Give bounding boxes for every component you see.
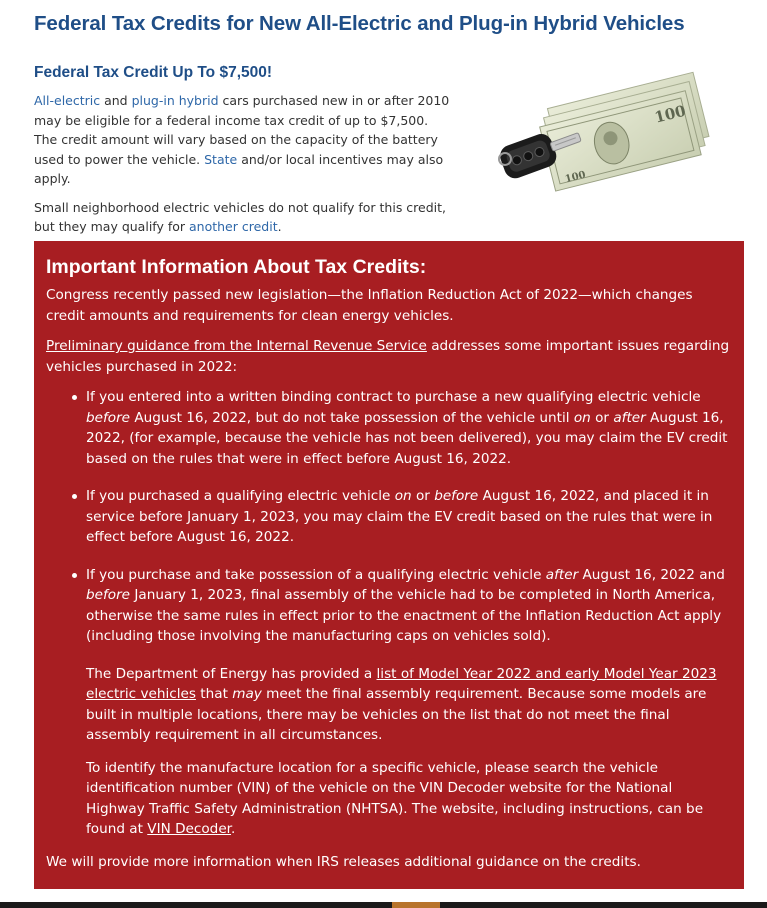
intro-text: and/or local incentives may also apply. [34, 151, 444, 186]
list-text: If you purchased a qualifying electric vehicle [86, 488, 395, 504]
list-text: or [590, 409, 614, 426]
important-info-heading: Important Information About Tax Credits: [46, 256, 427, 278]
list-text: If you entered into a written binding contract to purchase a new qualifying electric vehicle [86, 389, 701, 405]
irs-guidance-text: addresses some important issues regarding vehicles purchased in 2022: [46, 338, 730, 375]
vin-text: . [231, 821, 236, 837]
nev-text: Small neighborhood electric vehicles do not qualify for this credit, but they may qualify for [34, 199, 447, 234]
list-text: or [411, 488, 435, 504]
vin-decoder-link[interactable]: VIN Decoder [147, 821, 232, 837]
page-title: Federal Tax Credits for New All-Electric and Plug-in Hybrid Vehicles [34, 12, 685, 35]
list-emphasis: on [573, 409, 591, 426]
important-info-panel [34, 241, 744, 889]
list-emphasis: after [545, 566, 579, 583]
list-emphasis: before [86, 409, 131, 426]
list-emphasis: after [613, 409, 646, 426]
svg-text:100: 100 [652, 101, 688, 127]
plugin-hybrid-link[interactable]: plug-in hybrid [131, 93, 219, 108]
list-emphasis: before [434, 488, 479, 504]
list-text: August 16, 2022, and placed it in service before January 1, 2023, you may claim the EV credit based on the rules that were in effect before August 16, 2022. [86, 488, 713, 545]
intro-heading: Federal Tax Credit Up To $7,500! [34, 64, 273, 81]
svg-text:100: 100 [563, 169, 587, 186]
list-text: August 16, 2022, (for example, because the vehicle has not been delivered), you may claim the EV credit based on the rules that were in effect before August 16, 2022. [86, 409, 728, 467]
vin-paragraph [46, 758, 732, 840]
list-text: August 16, 2022 and [578, 566, 725, 583]
list-item [86, 565, 732, 647]
list-text: August 16, 2022, but do not take possession of the vehicle until [130, 409, 574, 426]
doe-text: meet the final assembly requirement. Because some models are built in multiple locations, there may be vehicles on the list that do not meet the final assembly requirement in all circumstances. [86, 686, 707, 743]
state-link[interactable]: State [204, 151, 238, 167]
list-text: If you purchase and take possession of a qualifying electric vehicle [86, 566, 546, 583]
list-emphasis: on [394, 488, 412, 504]
another-credit-link[interactable]: another credit [189, 219, 278, 234]
all-electric-link[interactable]: All-electric [34, 93, 101, 108]
intro-section [34, 91, 454, 246]
model-year-list-link[interactable]: list of Model Year 2022 and early Model Year 2023 electric vehicles [86, 665, 717, 702]
doe-list-paragraph [46, 664, 732, 746]
list-item [86, 486, 732, 548]
footer-accent [392, 902, 440, 908]
intro-paragraph [34, 91, 454, 189]
vin-text: To identify the manufacture location for a specific vehicle, please search the vehicle identification number (VIN) of the vehicle on the VIN Decoder website for the National Highway Traffic Safety Administration (NHTSA). The website, including instructions, can be found at [86, 759, 704, 837]
doe-text: that [195, 686, 233, 702]
nev-paragraph [34, 198, 454, 237]
doe-emphasis: may [232, 686, 262, 702]
nev-text: . [277, 219, 282, 234]
list-text: January 1, 2023, final assembly of the vehicle had to be completed in North America, otherwise the same rules in effect prior to the enactment of the Inflation Reduction Act apply (including those involving the manufacturing caps on vehicles sold). [86, 587, 722, 644]
doe-text: The Department of Energy has provided a [86, 665, 377, 682]
irs-guidance-paragraph [46, 336, 732, 377]
irs-guidance-link[interactable]: Preliminary guidance from the Internal Revenue Service [46, 338, 427, 354]
intro-text: cars purchased new in or after 2010 may be eligible for a federal income tax credit of up to $7,500. The credit amount will vary based on the capacity of the battery used to power the vehicle. [34, 93, 450, 167]
rules-list [46, 387, 732, 647]
list-item [86, 387, 732, 469]
list-emphasis: before [86, 587, 131, 603]
footer-bar [0, 902, 767, 908]
ira-paragraph: Congress recently passed new legislation—the Inflation Reduction Act of 2022—which changes credit amounts and requirements for clean energy vehicles. [46, 287, 693, 324]
car-key-and-cash-image [487, 64, 717, 196]
closing-paragraph: We will provide more information when IRS releases additional guidance on the credits. [46, 853, 641, 870]
intro-text: and [100, 93, 132, 108]
